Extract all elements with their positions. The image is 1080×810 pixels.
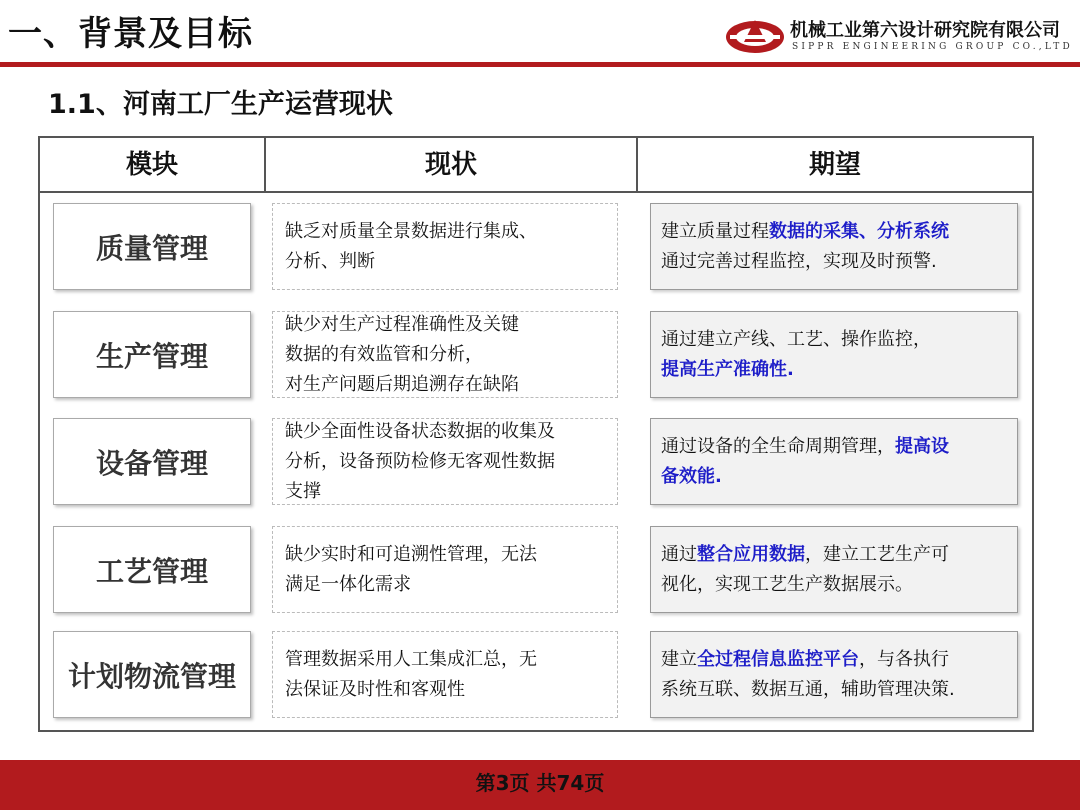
highlighted-text: 提高设 (895, 435, 949, 457)
table-header (40, 138, 1032, 193)
expectation-text: 通过建立产线、工艺、操作监控， (661, 328, 931, 350)
expectation-text-box (650, 526, 1018, 613)
expectation-line (661, 247, 949, 277)
status-text-box (272, 311, 618, 398)
header-divider (0, 62, 1080, 67)
expectation-text: 建立 (661, 648, 697, 670)
expectation-text: 通过完善过程监控，实现及时预警. (661, 250, 937, 272)
sippr-logo-icon (724, 16, 786, 56)
expectation-line (661, 217, 949, 247)
status-line: 缺少实时和可追溯性管理，无法 (285, 543, 537, 565)
module-label: 工艺管理 (53, 526, 251, 613)
expectation-text: 通过 (661, 543, 697, 565)
status-line: 缺乏对质量全景数据进行集成、 (285, 220, 537, 242)
footer-bar (0, 760, 1080, 810)
status-text-box (272, 203, 618, 290)
status-line: 缺少对生产过程准确性及关键 (285, 313, 519, 335)
expectation-text-box (650, 311, 1018, 398)
highlighted-text: 提高生产准确性. (661, 358, 794, 380)
highlighted-text: 备效能. (661, 465, 722, 487)
status-line: 满足一体化需求 (285, 573, 411, 595)
status-line: 管理数据采用人工集成汇总，无 (285, 648, 537, 670)
expectation-line (661, 355, 931, 385)
expectation-line (661, 462, 949, 492)
module-label: 设备管理 (53, 418, 251, 505)
company-name-cn: 机械工业第六设计研究院有限公司 (790, 20, 1060, 41)
company-logo (724, 14, 1073, 58)
status-line: 支撑 (285, 480, 321, 502)
expectation-text: 通过设备的全生命周期管理， (661, 435, 895, 457)
status-line: 数据的有效监管和分析， (285, 343, 483, 365)
status-text-box (272, 418, 618, 505)
column-header-expectation: 期望 (808, 150, 861, 180)
expectation-text-box (650, 631, 1018, 718)
highlighted-text: 全过程信息监控平台 (697, 648, 859, 670)
expectation-text: 系统互联、数据互通，辅助管理决策. (661, 678, 955, 700)
expectation-line (661, 432, 949, 462)
status-text-box (272, 526, 618, 613)
column-header-status: 现状 (424, 150, 477, 180)
status-line: 分析，设备预防检修无客观性数据 (285, 450, 555, 472)
status-line: 对生产问题后期追溯存在缺陷 (285, 373, 519, 395)
expectation-text: 建立质量过程 (661, 220, 769, 242)
expectation-line (661, 540, 949, 570)
expectation-text-box (650, 418, 1018, 505)
module-label: 生产管理 (53, 311, 251, 398)
expectation-line (661, 570, 949, 600)
page-indicator: 第3页 共74页 (475, 771, 605, 795)
column-header-module: 模块 (125, 150, 178, 180)
status-line: 缺少全面性设备状态数据的收集及 (285, 420, 555, 442)
status-text-box (272, 631, 618, 718)
expectation-line (661, 675, 955, 705)
section-title: 1.1、河南工厂生产运营现状 (48, 89, 393, 120)
company-name-en: SIPPR ENGINEERING GROUP CO.,LTD (792, 42, 1073, 52)
expectation-text: ，建立工艺生产可 (805, 543, 949, 565)
highlighted-text: 整合应用数据 (697, 543, 805, 565)
expectation-line (661, 325, 931, 355)
expectation-text: 视化，实现工艺生产数据展示。 (661, 573, 913, 595)
expectation-text: ，与各执行 (859, 648, 949, 670)
page-title: 一、背景及目标 (8, 14, 253, 54)
status-line: 分析、判断 (285, 250, 375, 272)
expectation-text-box (650, 203, 1018, 290)
status-line: 法保证及时性和客观性 (285, 678, 465, 700)
expectation-line (661, 645, 955, 675)
module-label: 质量管理 (53, 203, 251, 290)
highlighted-text: 数据的采集、分析系统 (769, 220, 949, 242)
module-label: 计划物流管理 (53, 631, 251, 718)
